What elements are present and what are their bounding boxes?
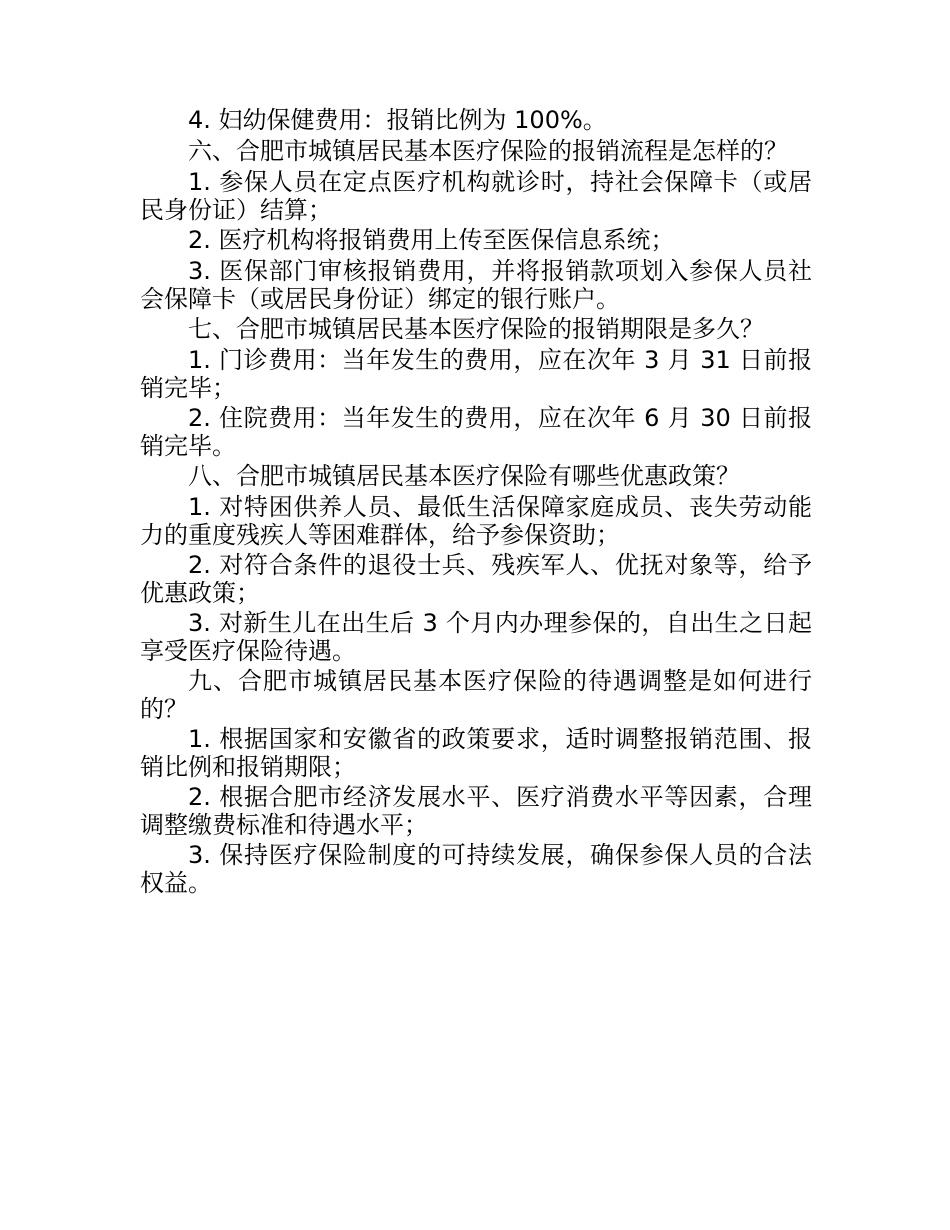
list-item-adjustment-2: 2. 根据合肥市经济发展水平、医疗消费水平等因素，合理调整缴费标准和待遇水平； <box>140 783 812 839</box>
list-item-maternal-child-fee: 4. 妇幼保健费用：报销比例为 100%。 <box>188 106 607 134</box>
list-item-policy-2: 2. 对符合条件的退役士兵、残疾军人、优抚对象等，给予优惠政策； <box>140 551 812 607</box>
list-item-adjustment-3: 3. 保持医疗保险制度的可持续发展，确保参保人员的合法权益。 <box>140 841 812 897</box>
list-item-adjustment-1: 1. 根据国家和安徽省的政策要求，适时调整报销范围、报销比例和报销期限； <box>140 725 812 781</box>
section-heading-reimbursement-deadline: 七、合肥市城镇居民基本医疗保险的报销期限是多久？ <box>188 315 764 343</box>
list-item-process-step-3: 3. 医保部门审核报销费用，并将报销款项划入参保人员社会保障卡（或居民身份证）绑定的银行账户。 <box>140 257 812 313</box>
section-heading-preferential-policies: 八、合肥市城镇居民基本医疗保险有哪些优惠政策？ <box>188 462 740 490</box>
list-item-process-step-1: 1. 参保人员在定点医疗机构就诊时，持社会保障卡（或居民身份证）结算； <box>140 168 812 224</box>
list-item-policy-3: 3. 对新生儿在出生后 3 个月内办理参保的，自出生之日起享受医疗保险待遇。 <box>140 609 812 665</box>
document-body <box>140 106 812 899</box>
list-item-deadline-outpatient: 1. 门诊费用：当年发生的费用，应在次年 3 月 31 日前报销完毕； <box>140 346 812 402</box>
list-item-process-step-2: 2. 医疗机构将报销费用上传至医保信息系统； <box>188 226 675 254</box>
section-heading-benefit-adjustment: 九、合肥市城镇居民基本医疗保险的待遇调整是如何进行的？ <box>140 667 812 723</box>
list-item-policy-1: 1. 对特困供养人员、最低生活保障家庭成员、丧失劳动能力的重度残疾人等困难群体，给予参保资助； <box>140 493 812 549</box>
section-heading-reimbursement-process: 六、合肥市城镇居民基本医疗保险的报销流程是怎样的？ <box>188 137 788 165</box>
list-item-deadline-inpatient: 2. 住院费用：当年发生的费用，应在次年 6 月 30 日前报销完毕。 <box>140 404 812 460</box>
